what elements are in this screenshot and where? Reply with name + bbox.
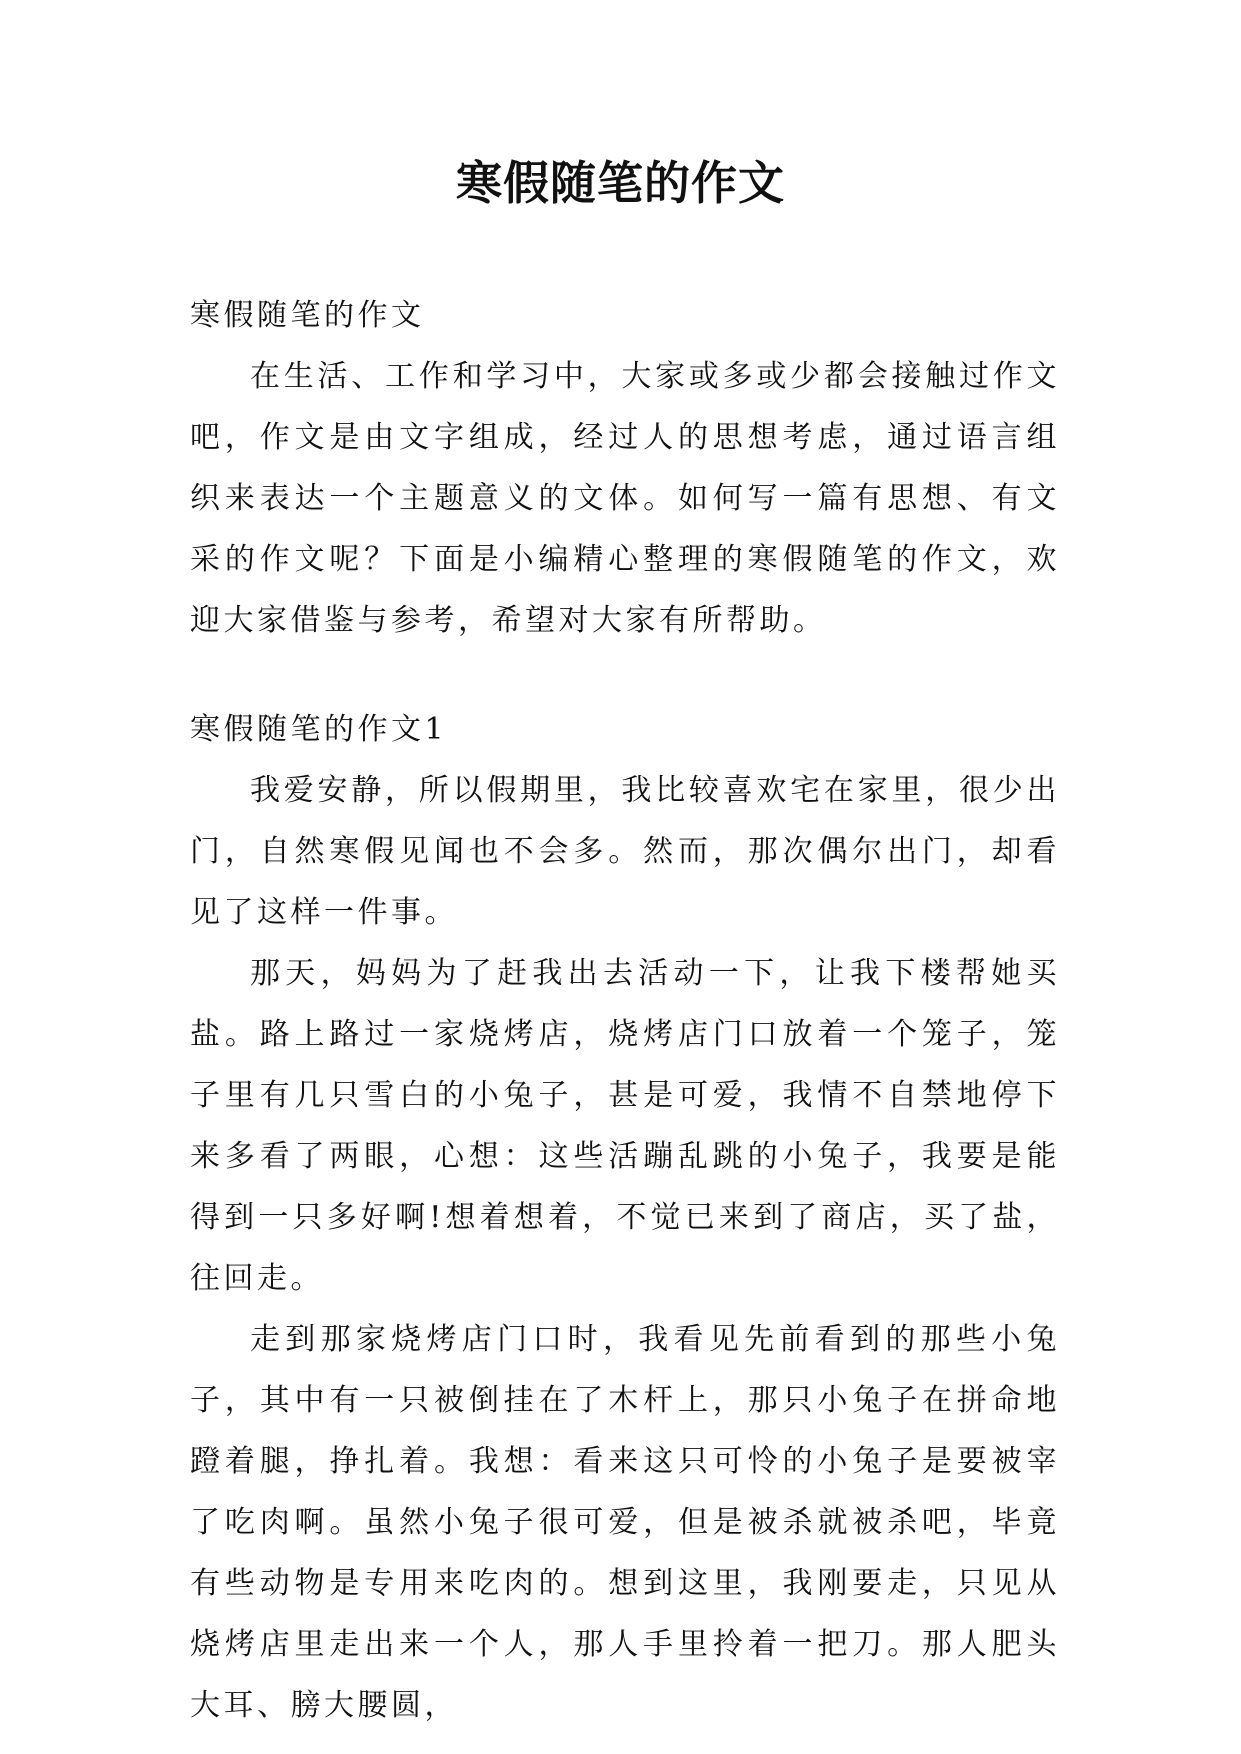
essay-1-heading: 寒假随笔的作文1 <box>190 712 448 747</box>
essay-1-paragraph-2: 那天，妈妈为了赶我出去活动一下，让我下楼帮她买盐。路上路过一家烧烤店，烧烤店门口放着一个笼子，笼子里有几只雪白的小兔子，甚是可爱，我情不自禁地停下来多看了两眼，心想：这些活蹦乱跳的小兔子，我要是能得到一只多好啊!想着想着，不觉已来到了商店，买了盐，往回走。 <box>190 956 1060 1296</box>
essay-1-paragraph-1: 我爱安静，所以假期里，我比较喜欢宅在家里，很少出门，自然寒假见闻也不会多。然而，那次偶尔出门，却看见了这样一件事。 <box>190 773 1060 930</box>
intro-heading: 寒假随笔的作文 <box>190 298 425 333</box>
essay-1-paragraph-3: 走到那家烧烤店门口时，我看见先前看到的那些小兔子，其中有一只被倒挂在了木杆上，那只小兔子在拼命地蹬着腿，挣扎着。我想：看来这只可怜的小兔子是要被宰了吃肉啊。虽然小兔子很可爱，但是被杀就被杀吧，毕竟有些动物是专用来吃肉的。想到这里，我刚要走，只见从烧烤店里走出来一个人，那人手里拎着一把刀。那人肥头大耳、膀大腰圆， <box>190 1322 1060 1723</box>
section-spacer <box>190 651 1060 699</box>
document-body <box>190 285 1060 1736</box>
intro-paragraph: 在生活、工作和学习中，大家或多或少都会接触过作文吧，作文是由文字组成，经过人的思想考虑，通过语言组织来表达一个主题意义的文体。如何写一篇有思想、有文采的作文呢？下面是小编精心整理的寒假随笔的作文，欢迎大家借鉴与参考，希望对大家有所帮助。 <box>190 359 1060 638</box>
document-title: 寒假随笔的作文 <box>456 156 785 210</box>
